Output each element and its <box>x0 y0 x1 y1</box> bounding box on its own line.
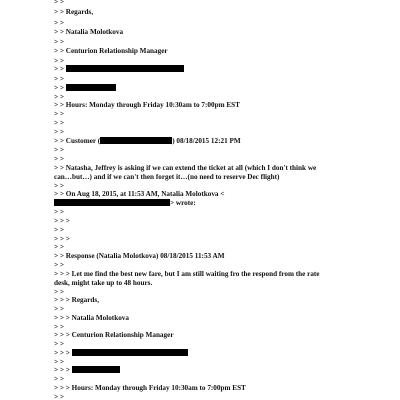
line-text: > > <box>54 182 64 190</box>
text-line <box>54 93 64 101</box>
line-text: desk, might take up to 48 hours. <box>54 279 153 287</box>
text-line <box>54 47 168 55</box>
line-text: > > > Regards, <box>54 296 100 304</box>
line-text: > > <box>54 146 64 154</box>
text-line <box>54 323 64 331</box>
line-text: > > <box>54 93 64 101</box>
line-text: > > <box>54 155 64 163</box>
line-text: > > <box>54 323 64 331</box>
line-text: > > > Centurion Relationship Manager <box>54 331 174 339</box>
text-line <box>54 8 93 16</box>
line-text: > > <box>54 226 64 234</box>
text-line <box>54 146 64 154</box>
text-line <box>54 375 64 383</box>
text-line <box>54 279 152 287</box>
text-line <box>54 182 64 190</box>
line-text: > > <box>54 305 64 313</box>
line-text: > > <box>54 84 66 92</box>
line-text: > > <box>54 110 64 118</box>
line-text: > > <box>54 375 64 383</box>
text-line <box>54 199 196 207</box>
text-line <box>54 38 64 46</box>
text-line <box>54 331 174 339</box>
line-text: > > <box>54 261 64 269</box>
line-text: > wrote: <box>170 199 196 207</box>
text-line <box>54 155 64 163</box>
text-line <box>54 128 64 136</box>
text-line <box>54 164 316 172</box>
line-text: > > <box>54 0 64 6</box>
text-line <box>54 384 246 392</box>
line-text: > > > <box>54 235 70 243</box>
text-line <box>54 393 64 400</box>
redaction-block <box>72 366 120 373</box>
text-line <box>54 173 279 181</box>
line-text: > > Regards, <box>54 8 94 16</box>
text-line <box>54 349 188 357</box>
text-line <box>54 243 64 251</box>
text-line <box>54 65 184 73</box>
line-text: > > <box>54 358 64 366</box>
text-line <box>54 261 64 269</box>
redaction-block <box>66 84 116 91</box>
line-text: > > Natasha, Jeffrey is asking if we can extend the ticket at all (which I don't think we <box>54 164 317 172</box>
text-line <box>54 57 64 65</box>
redaction-block <box>100 137 172 144</box>
text-line <box>54 314 129 322</box>
text-line <box>54 366 120 374</box>
text-line <box>54 226 64 234</box>
text-line <box>54 340 64 348</box>
line-text: > > <box>54 75 64 83</box>
line-text: > > Natalia Molotkova <box>54 28 124 36</box>
line-text: > > <box>54 57 64 65</box>
text-line <box>54 0 64 6</box>
line-text: > > > Natalia Molotkova <box>54 314 129 322</box>
text-line <box>54 101 240 109</box>
text-line <box>54 296 99 304</box>
text-line <box>54 75 64 83</box>
redaction-block <box>54 199 170 206</box>
text-line <box>54 28 123 36</box>
text-line <box>54 305 64 313</box>
line-text: > > Centurion Relationship Manager <box>54 47 168 55</box>
line-text: > > Customer ( <box>54 137 101 145</box>
redaction-block <box>72 349 188 356</box>
line-text: > > <box>54 288 64 296</box>
line-text: > > Hours: Monday through Friday 10:30am to 7:00pm EST <box>54 101 240 109</box>
text-line <box>54 190 224 198</box>
text-line <box>54 19 64 27</box>
line-text: > > <box>54 65 66 73</box>
line-text: > > > <box>54 366 72 374</box>
line-text: > > <box>54 208 64 216</box>
line-text: > > > Let me find the best new fare, but I am still waiting fro the respond from the rate <box>54 270 320 278</box>
line-text: > > > Hours: Monday through Friday 10:30am to 7:00pm EST <box>54 384 246 392</box>
line-text: ) 08/18/2015 12:21 PM <box>172 137 241 145</box>
redaction-block <box>66 65 184 72</box>
text-line <box>54 84 116 92</box>
line-text: > > <box>54 38 64 46</box>
line-text: > > > <box>54 349 72 357</box>
line-text: > > <box>54 128 64 136</box>
line-text: > > <box>54 393 64 400</box>
text-line <box>54 358 64 366</box>
line-text: > > <box>54 119 64 127</box>
line-text: > > On Aug 18, 2015, at 11:53 AM, Natalia Molotkova < <box>54 190 225 198</box>
line-text: can…but…) and if we can't then forget it…(no need to reserve Dec flight) <box>54 173 280 181</box>
text-line <box>54 208 64 216</box>
text-line <box>54 137 241 145</box>
text-line <box>54 252 225 260</box>
text-line <box>54 119 64 127</box>
text-line <box>54 110 64 118</box>
text-line <box>54 235 70 243</box>
text-line <box>54 270 320 278</box>
line-text: > > <box>54 243 64 251</box>
line-text: > > <box>54 340 64 348</box>
line-text: > > > <box>54 217 70 225</box>
text-line <box>54 217 70 225</box>
text-line <box>54 288 64 296</box>
line-text: > > Response (Natalia Molotkova) 08/18/2015 11:53 AM <box>54 252 225 260</box>
line-text: > > <box>54 19 64 27</box>
